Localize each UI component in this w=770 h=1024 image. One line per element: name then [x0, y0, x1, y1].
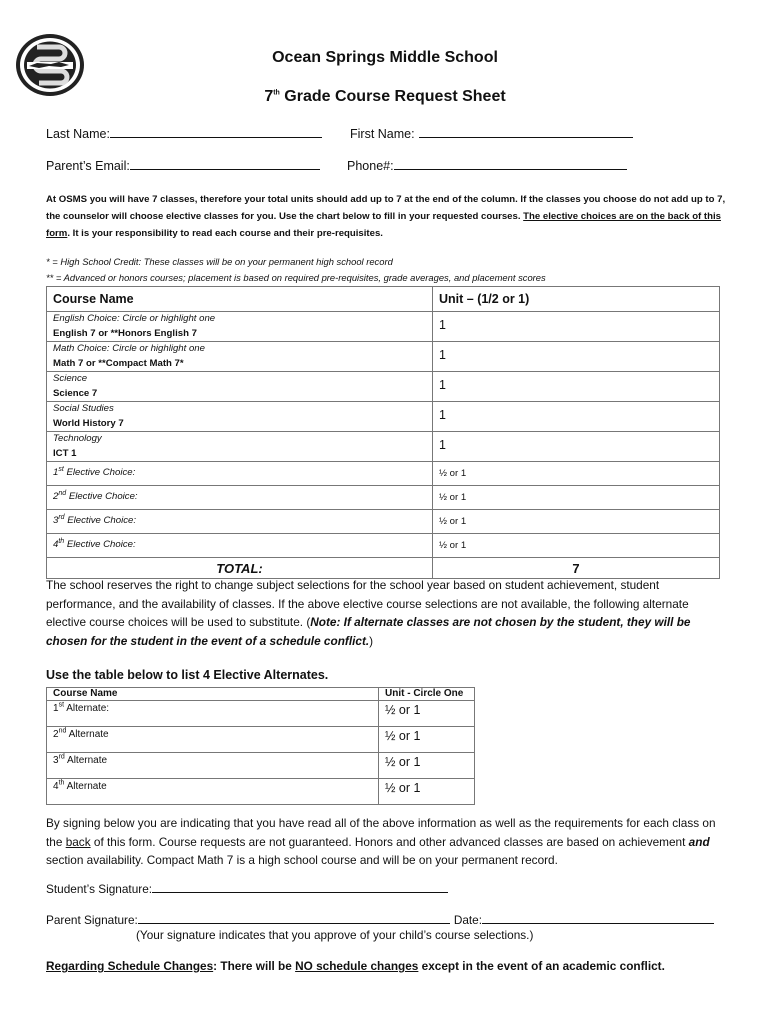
elective-row-1[interactable] [47, 462, 720, 486]
elective-back-link: The elective choices are on the back of this form [46, 211, 721, 239]
phone-line[interactable] [394, 157, 627, 170]
unit-header: Unit – (1/2 or 1) [433, 287, 720, 312]
elective-1-unit[interactable]: ½ or 1 [433, 462, 720, 486]
alt-course-name-header: Course Name [47, 688, 379, 701]
course-name-header: Course Name [47, 287, 433, 312]
alternate-4-unit[interactable]: ½ or 1 [379, 779, 475, 805]
course-row-social-studies [47, 402, 720, 432]
course-row-science [47, 372, 720, 402]
signing-text-c: section availability. Compact Math 7 is a high school course and will be on your permanent record. [46, 853, 558, 867]
alternate-3-label: 3rd Alternate [47, 753, 379, 779]
signing-text-b: of this form. Course requests are not guaranteed. Honors and other advanced classes are based on achievement [90, 834, 689, 849]
parent-signature-line[interactable] [138, 911, 450, 924]
science-options: Science 7 [53, 387, 98, 399]
parent-email-label: Parent’s Email: [46, 159, 130, 173]
elective-4-label: 4th Elective Choice: [53, 538, 136, 551]
alternate-4-label: 4th Alternate [47, 779, 379, 805]
technology-unit: 1 [433, 432, 720, 462]
sheet-title-text: Grade Course Request Sheet [284, 88, 506, 105]
alternate-2-label: 2nd Alternate [47, 727, 379, 753]
alternates-table [46, 687, 475, 805]
elective-row-4[interactable] [47, 534, 720, 558]
phone-field[interactable] [347, 157, 627, 173]
intro-paragraph [46, 191, 736, 242]
approval-note: (Your signature indicates that you approve of your child’s course selections.) [136, 928, 534, 942]
course-row-math [47, 342, 720, 372]
no-schedule-changes: NO schedule changes [295, 959, 419, 973]
reserve-text: The school reserves the right to change subject selections for the school year based on student achievement, student performance, and the availability of classes. If the above elective course selections are not available, the following alternate elective course choices will be used to substitute. ( [46, 578, 689, 629]
parent-signature-label: Parent Signature: [46, 913, 138, 927]
last-name-field[interactable] [46, 125, 322, 141]
elective-2-label: 2nd Elective Choice: [53, 490, 138, 503]
technology-label: Technology [53, 433, 102, 444]
last-name-label: Last Name: [46, 127, 110, 141]
student-signature-field[interactable] [46, 880, 448, 896]
first-name-line[interactable] [419, 125, 633, 138]
schedule-changes-text-b: except in the event of an academic conflict. [418, 959, 665, 973]
first-name-label: First Name: [350, 127, 415, 141]
science-unit: 1 [433, 372, 720, 402]
alt-unit-header: Unit - Circle One [379, 688, 475, 701]
first-name-field[interactable] [350, 125, 633, 141]
elective-row-3[interactable] [47, 510, 720, 534]
note-honors: ** = Advanced or honors courses; placement is based on required pre-requisites, grade averages, and placement scores [46, 272, 546, 283]
elective-3-unit[interactable]: ½ or 1 [433, 510, 720, 534]
alternate-row-2[interactable] [47, 727, 475, 753]
school-name: Ocean Springs Middle School [272, 49, 498, 66]
date-line[interactable] [482, 911, 714, 924]
note-high-school-credit: * = High School Credit: These classes will be on your permanent high school record [46, 256, 393, 267]
alternate-2-unit[interactable]: ½ or 1 [379, 727, 475, 753]
parent-signature-field[interactable] [46, 911, 714, 927]
elective-2-unit[interactable]: ½ or 1 [433, 486, 720, 510]
schedule-changes-heading: Regarding Schedule Changes [46, 959, 214, 973]
course-table [46, 286, 720, 579]
technology-options: ICT 1 [53, 447, 77, 459]
student-signature-label: Student’s Signature: [46, 882, 153, 896]
schedule-changes-note [46, 959, 665, 973]
parent-email-field[interactable] [46, 157, 320, 173]
english-options[interactable]: English 7 or **Honors English 7 [53, 327, 197, 339]
total-value: 7 [433, 558, 720, 579]
alternates-heading: Use the table below to list 4 Elective Alternates. [46, 668, 329, 682]
english-unit: 1 [433, 312, 720, 342]
social-studies-options: World History 7 [53, 417, 124, 429]
grade-suffix: th [273, 89, 280, 97]
reserve-note: Note: If alternate classes are not chosen by the student, they will be chosen for the student in the event of a schedule conflict. [46, 615, 691, 648]
signing-back: back [65, 834, 91, 849]
signing-text-a: By signing below you are indicating that you have read all of the above information as well as the requirements for each class on the [46, 816, 716, 849]
total-label: TOTAL: [47, 558, 433, 579]
alternate-row-1[interactable] [47, 701, 475, 727]
math-options[interactable]: Math 7 or **Compact Math 7* [53, 357, 184, 369]
social-studies-unit: 1 [433, 402, 720, 432]
alternate-1-label: 1st Alternate: [47, 701, 379, 727]
phone-label: Phone#: [347, 159, 394, 173]
alternate-row-4[interactable] [47, 779, 475, 805]
alternate-3-unit[interactable]: ½ or 1 [379, 753, 475, 779]
elective-3-label: 3rd Elective Choice: [53, 514, 137, 527]
elective-4-unit[interactable]: ½ or 1 [433, 534, 720, 558]
elective-1-label: 1st Elective Choice: [53, 466, 136, 479]
course-row-english [47, 312, 720, 342]
intro-text-end: . It is your responsibility to read each course and their pre-requisites. [67, 228, 383, 239]
signing-paragraph [46, 814, 730, 870]
elective-row-2[interactable] [47, 486, 720, 510]
math-unit: 1 [433, 342, 720, 372]
course-row-technology [47, 432, 720, 462]
english-label: English Choice: Circle or highlight one [53, 313, 216, 324]
date-label: Date: [453, 913, 483, 927]
grade-number: 7 [264, 88, 274, 105]
reserve-paragraph [46, 576, 726, 650]
intro-text: At OSMS you will have 7 classes, therefore your total units should add up to 7 at the end of the column. If the classes you choose do not add up to 7, the counselor will choose elective classes for you. Use the chart below to fill in your requested courses. [46, 194, 726, 222]
signing-and: and [688, 834, 710, 849]
last-name-line[interactable] [110, 125, 322, 138]
math-label: Math Choice: Circle or highlight one [53, 343, 205, 354]
alternate-1-unit[interactable]: ½ or 1 [379, 701, 475, 727]
student-signature-line[interactable] [152, 880, 448, 893]
sheet-title [0, 88, 770, 106]
parent-email-line[interactable] [130, 157, 320, 170]
alternate-row-3[interactable] [47, 753, 475, 779]
reserve-close: ) [369, 633, 374, 648]
social-studies-label: Social Studies [53, 403, 114, 414]
science-label: Science [53, 373, 88, 384]
schedule-changes-text-a: : There will be [213, 959, 296, 973]
